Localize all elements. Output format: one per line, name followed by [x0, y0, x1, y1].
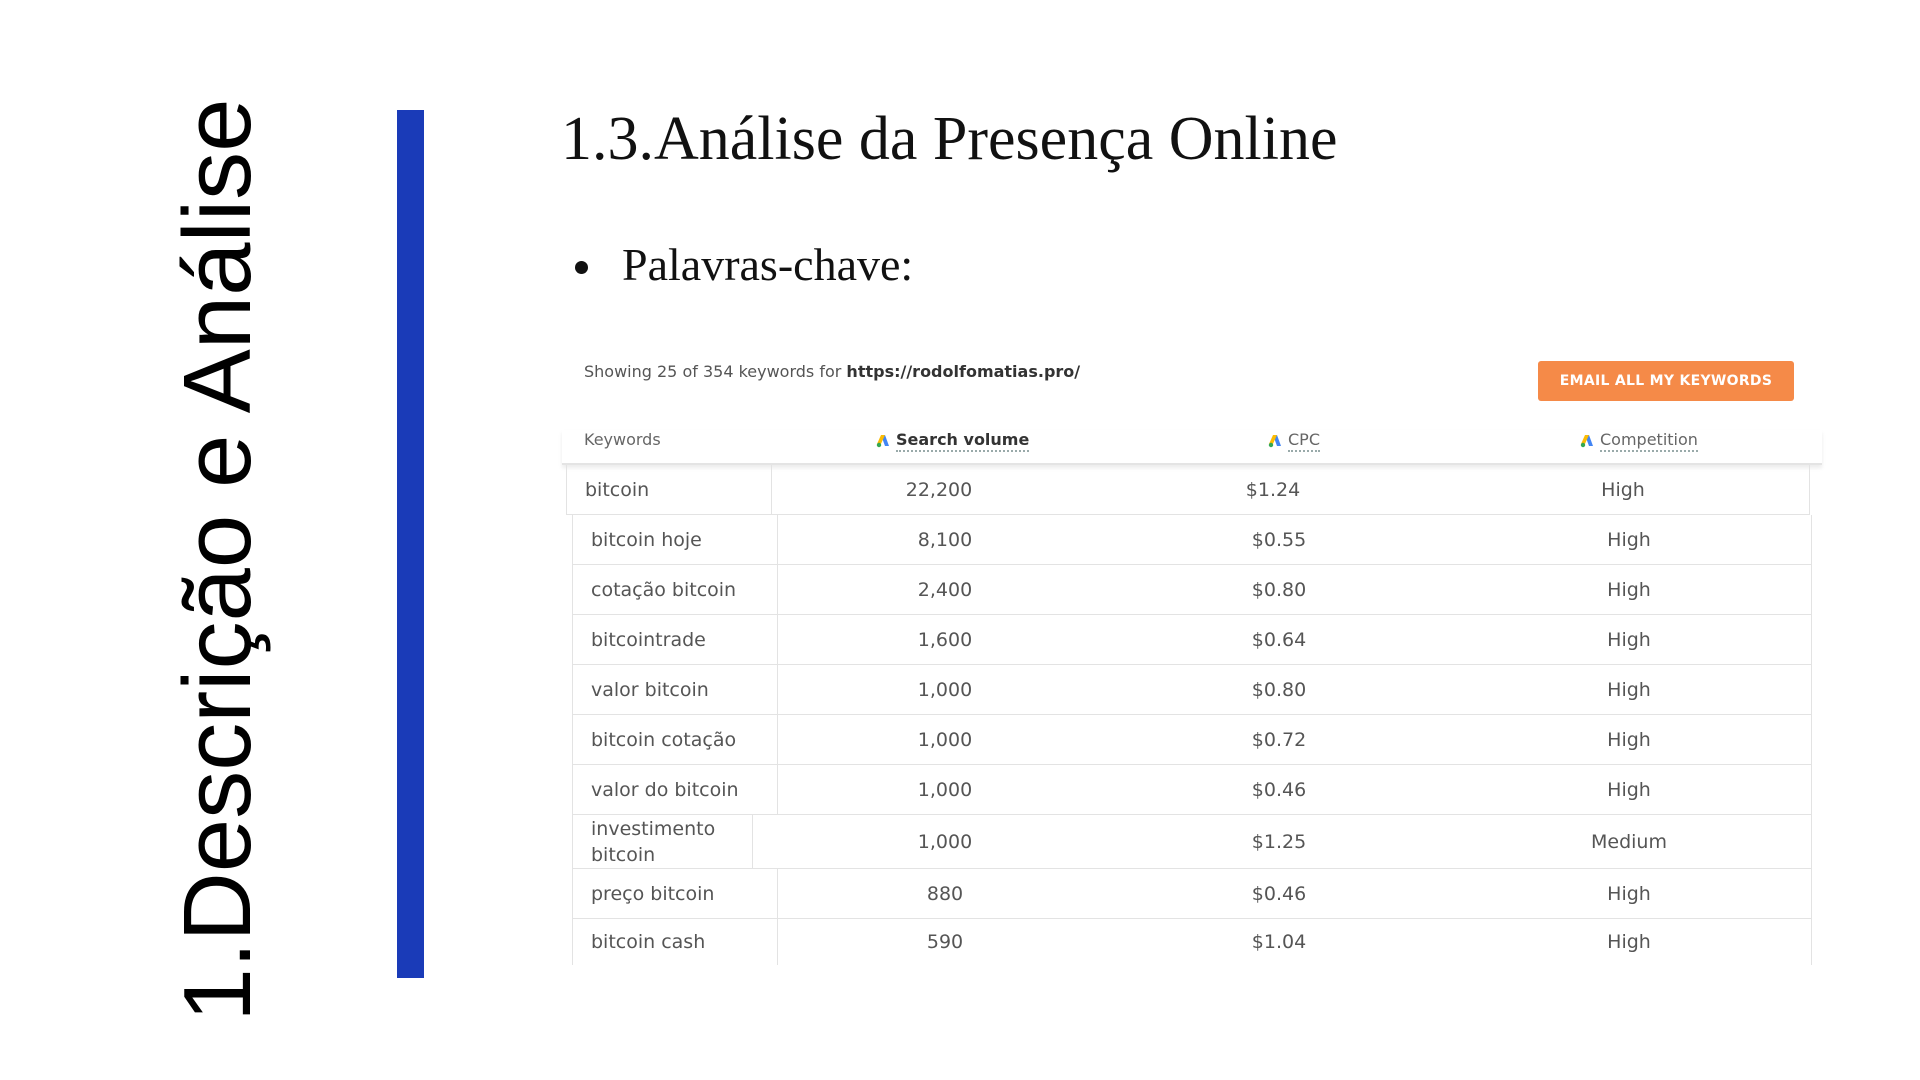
column-header-keywords[interactable]: [584, 430, 661, 449]
column-header-label: CPC: [1288, 430, 1320, 452]
competition-cell: High: [1607, 528, 1651, 551]
competition-cell: High: [1607, 882, 1651, 905]
section-title: 1.Descrição e Análise: [164, 98, 271, 1022]
volume-cell: 22,200: [905, 478, 973, 501]
competition-cell: High: [1607, 578, 1651, 601]
volume-cell: 2,400: [917, 578, 973, 601]
keyword-cell: bitcointrade: [573, 615, 778, 664]
cpc-cell: $0.72: [1251, 728, 1307, 751]
bullet-icon: [575, 261, 588, 274]
google-ads-icon: [1268, 434, 1282, 448]
column-header-label: Competition: [1600, 430, 1698, 452]
column-header-cpc[interactable]: [1268, 430, 1320, 452]
volume-cell: 8,100: [917, 528, 973, 551]
cpc-cell: $1.04: [1251, 931, 1307, 953]
google-ads-icon: [876, 434, 890, 448]
competition-cell: High: [1607, 728, 1651, 751]
table-row: [572, 815, 1812, 869]
volume-cell: 1,000: [917, 778, 973, 801]
cpc-cell: $0.64: [1251, 628, 1307, 651]
keyword-cell: bitcoin hoje: [573, 515, 778, 564]
column-header-label: Search volume: [896, 430, 1029, 452]
volume-cell: 1,000: [917, 678, 973, 701]
column-header-competition[interactable]: [1580, 430, 1698, 452]
table-row: [572, 665, 1812, 715]
keyword-cell: bitcoin cash: [573, 919, 778, 965]
column-header-label: Keywords: [584, 430, 661, 449]
keyword-cell: valor do bitcoin: [573, 765, 778, 814]
table-row: [572, 715, 1812, 765]
keyword-cell: bitcoin cotação: [573, 715, 778, 764]
cpc-cell: $1.25: [1251, 830, 1307, 853]
volume-cell: 1,000: [917, 728, 973, 751]
keywords-panel: [562, 345, 1822, 975]
keyword-cell: preço bitcoin: [573, 869, 778, 918]
competition-cell: High: [1607, 778, 1651, 801]
results-summary-text: Showing 25 of 354 keywords for: [584, 362, 847, 381]
table-row: [566, 465, 1810, 515]
keyword-cell: investimento bitcoin: [573, 815, 753, 868]
table-row: [572, 615, 1812, 665]
page-title: 1.3.Análise da Presença Online: [561, 105, 1338, 173]
cpc-cell: $0.80: [1251, 678, 1307, 701]
volume-cell: 880: [926, 882, 964, 905]
column-header-search-volume[interactable]: [876, 430, 1029, 452]
table-row: [572, 919, 1812, 965]
competition-cell: Medium: [1591, 830, 1667, 853]
table-row: [572, 515, 1812, 565]
competition-cell: High: [1601, 478, 1645, 501]
table-row: [572, 765, 1812, 815]
results-summary: [584, 362, 1080, 381]
table-row: [572, 565, 1812, 615]
keyword-cell: cotação bitcoin: [573, 565, 778, 614]
cpc-cell: $0.80: [1251, 578, 1307, 601]
table-header: [562, 430, 1822, 465]
volume-cell: 1,600: [917, 628, 973, 651]
keyword-cell: valor bitcoin: [573, 665, 778, 714]
email-keywords-button[interactable]: EMAIL ALL MY KEYWORDS: [1538, 361, 1794, 401]
volume-cell: 590: [926, 931, 964, 953]
cpc-cell: $0.46: [1251, 882, 1307, 905]
results-url: https://rodolfomatias.pro/: [846, 362, 1081, 381]
table-row: [572, 869, 1812, 919]
cpc-cell: $0.55: [1251, 528, 1307, 551]
cpc-cell: $0.46: [1251, 778, 1307, 801]
keyword-cell: bitcoin: [567, 465, 772, 514]
bullet-item: [575, 238, 913, 291]
google-ads-icon: [1580, 434, 1594, 448]
competition-cell: High: [1607, 678, 1651, 701]
cpc-cell: $1.24: [1245, 478, 1301, 501]
volume-cell: 1,000: [917, 830, 973, 853]
accent-bar: [397, 110, 424, 978]
competition-cell: High: [1607, 931, 1651, 953]
bullet-label: Palavras-chave:: [622, 239, 914, 290]
competition-cell: High: [1607, 628, 1651, 651]
